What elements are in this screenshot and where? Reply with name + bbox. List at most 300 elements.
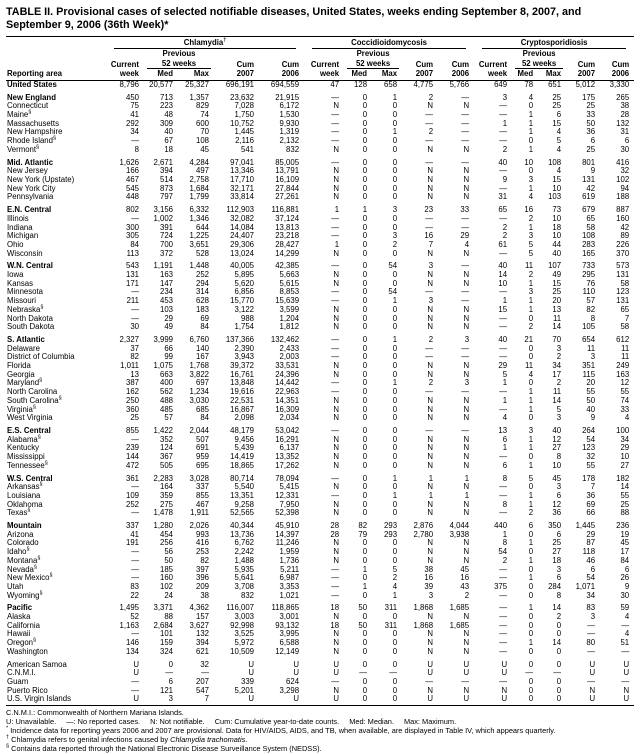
value-cell-chlamydia-current-week: 13 [130,369,139,379]
value-cell-coccidioidomycosis-current-week: — [331,287,340,297]
value-cell-cryptosporidiosis-med: 0 [528,581,534,591]
reporting-area-label: Ohio [7,239,24,249]
value-cell-cryptosporidiosis-cum-2006: 265 [616,92,630,102]
reporting-area-label: E.N. Central [7,205,52,215]
footnote-marker: § [52,135,57,142]
value-cell-cryptosporidiosis-current-week: — [499,183,508,193]
value-cell-coccidioidomycosis-med: 0 [362,694,368,704]
value-cell-coccidioidomycosis-current-week: — [331,334,340,344]
value-cell-chlamydia-cum-2007: 18,865 [230,460,254,470]
value-cell-cryptosporidiosis-cum-2006: 26 [620,573,630,583]
reporting-area-label: New Mexico§ [7,572,53,583]
value-cell-cryptosporidiosis-cum-2007: 80 [586,638,596,648]
value-cell-coccidioidomycosis-current-week: — [331,378,340,388]
reporting-area-label: Washington [7,646,48,656]
value-cell-cryptosporidiosis-cum-2006: 6 [624,136,630,146]
value-cell-cryptosporidiosis-cum-2007: 295 [582,270,596,280]
value-cell-coccidioidomycosis-cum-2007: — [425,136,434,146]
value-cell-coccidioidomycosis-cum-2006: U [463,668,470,678]
value-cell-coccidioidomycosis-med: 0 [362,239,368,249]
table-row-american-samoa [6,657,634,670]
value-cell-coccidioidomycosis-current-week: N [333,460,340,470]
value-cell-chlamydia-cum-2006: 5,211 [280,564,300,574]
value-cell-coccidioidomycosis-med: 0 [362,334,368,344]
value-cell-chlamydia-max: 3,822 [189,369,209,379]
table-row-colorado [6,539,634,548]
value-cell-chlamydia-max: 600 [195,118,209,128]
value-cell-cryptosporidiosis-cum-2006: 612 [616,334,630,344]
value-cell-coccidioidomycosis-cum-2006: N [463,395,470,405]
value-cell-chlamydia-max: 45 [200,144,209,154]
value-cell-cryptosporidiosis-cum-2006: 370 [616,248,630,258]
value-cell-chlamydia-cum-2007: 13,736 [230,529,254,539]
value-cell-cryptosporidiosis-med: 5 [528,239,534,249]
value-cell-coccidioidomycosis-cum-2007: N [427,313,434,323]
value-cell-coccidioidomycosis-max: 0 [392,192,398,202]
reporting-area-label: Georgia [7,369,35,379]
value-cell-cryptosporidiosis-current-week: 649 [494,79,508,89]
value-cell-coccidioidomycosis-current-week: — [331,213,340,223]
value-cell-cryptosporidiosis-max: 45 [552,473,562,483]
value-cell-cryptosporidiosis-max: 0 [556,620,562,630]
value-cell-coccidioidomycosis-med: 0 [362,685,368,695]
value-cell-coccidioidomycosis-cum-2006: N [463,369,470,379]
value-cell-coccidioidomycosis-cum-2006: N [463,555,470,565]
value-cell-cryptosporidiosis-current-week: 14 [498,270,508,280]
value-cell-chlamydia-current-week: — [131,676,139,686]
value-cell-coccidioidomycosis-cum-2006: N [463,175,470,184]
value-cell-cryptosporidiosis-cum-2007: 6 [590,564,596,574]
value-cell-cryptosporidiosis-cum-2007: 7 [590,482,596,492]
value-cell-chlamydia-current-week: 1,163 [119,620,139,630]
table-row-new-hampshire [6,128,634,137]
value-cell-coccidioidomycosis-med: 50 [358,603,368,613]
value-cell-coccidioidomycosis-max: 293 [384,521,398,531]
value-cell-coccidioidomycosis-cum-2007: N [427,555,434,565]
value-cell-chlamydia-med: 57 [164,413,173,423]
value-cell-cryptosporidiosis-cum-2007: 82 [586,304,596,314]
value-cell-coccidioidomycosis-cum-2007: — [425,157,434,167]
value-cell-coccidioidomycosis-current-week: 1 [334,205,340,215]
value-cell-chlamydia-max: 691 [195,443,209,453]
footnote-marker: § [28,109,32,116]
value-cell-chlamydia-cum-2007: 23,632 [230,92,254,102]
value-cell-coccidioidomycosis-med: 0 [362,118,368,128]
value-cell-cryptosporidiosis-cum-2007: 36 [586,490,596,500]
footnote-italic-text: Chlamydia trachomatis [170,735,246,745]
value-cell-coccidioidomycosis-current-week: N [333,101,340,111]
value-cell-cryptosporidiosis-cum-2007: 8 [590,313,596,323]
value-cell-cryptosporidiosis-cum-2006: 11 [621,352,630,362]
value-cell-cryptosporidiosis-med: 0 [528,612,534,622]
value-cell-cryptosporidiosis-cum-2007: 264 [582,425,596,435]
header-spacer [6,59,106,70]
footnote-marker: § [39,377,43,384]
value-cell-coccidioidomycosis-med: 0 [362,92,368,102]
value-cell-coccidioidomycosis-med: 0 [362,183,368,193]
value-cell-chlamydia-cum-2006: 1,204 [279,313,300,323]
value-cell-chlamydia-max: — [201,668,209,678]
value-cell-chlamydia-current-week: 250 [125,395,139,405]
value-cell-chlamydia-max: 337 [195,482,209,492]
reporting-area-label: Florida [7,361,31,371]
value-cell-cryptosporidiosis-max: 108 [548,157,562,167]
value-cell-coccidioidomycosis-med: 0 [362,443,368,453]
value-cell-coccidioidomycosis-max: 0 [392,183,398,193]
value-cell-chlamydia-current-week: 337 [125,521,139,531]
value-cell-coccidioidomycosis-current-week: — [331,296,340,306]
table-row-w-n-central [6,258,634,271]
value-cell-chlamydia-cum-2007: 3,943 [234,352,254,362]
value-cell-coccidioidomycosis-current-week: N [333,443,340,453]
value-cell-cryptosporidiosis-cum-2006: 887 [616,205,630,215]
value-cell-chlamydia-med: 700 [159,239,173,249]
value-cell-chlamydia-max: 294 [195,278,209,288]
value-cell-chlamydia-cum-2007: 1,750 [234,110,254,120]
footnote-marker: § [37,434,41,441]
table-row-louisiana [6,492,634,501]
value-cell-chlamydia-cum-2006: 28,427 [275,239,300,249]
value-cell-cryptosporidiosis-cum-2007: 351 [582,361,596,371]
value-cell-coccidioidomycosis-med: 0 [362,638,368,648]
value-cell-chlamydia-cum-2007: 32,082 [230,213,254,223]
value-cell-chlamydia-cum-2006: 52,398 [275,508,300,518]
table-row-virginia [6,406,634,415]
value-cell-chlamydia-current-week: 144 [125,452,139,462]
value-cell-cryptosporidiosis-max: 14 [552,638,562,648]
value-cell-chlamydia-cum-2007: 2,116 [235,136,254,146]
table-row-s-atlantic [6,332,634,345]
value-cell-cryptosporidiosis-cum-2007: 6 [590,136,596,146]
reporting-area-label: Vermont§ [7,144,40,154]
reporting-area-label: Virginia§ [7,403,36,414]
value-cell-chlamydia-current-week: — [131,555,139,565]
value-cell-chlamydia-med: 102 [159,581,173,591]
reporting-area-label: Kentucky [7,443,40,453]
value-cell-chlamydia-med: 121 [159,685,173,695]
value-cell-chlamydia-med: — [165,668,173,678]
value-cell-coccidioidomycosis-current-week: N [333,248,340,258]
value-cell-chlamydia-current-week: 2,327 [119,334,139,344]
value-cell-coccidioidomycosis-max: 0 [392,322,398,332]
value-cell-coccidioidomycosis-cum-2006: 1,685 [449,620,470,630]
value-cell-chlamydia-max: 467 [195,499,209,509]
value-cell-chlamydia-max: 829 [195,101,209,111]
value-cell-coccidioidomycosis-cum-2006: — [461,110,470,120]
value-cell-chlamydia-current-week: 84 [130,239,139,249]
value-cell-coccidioidomycosis-current-week: N [333,361,340,371]
value-cell-coccidioidomycosis-med: 0 [362,231,368,241]
value-cell-cryptosporidiosis-cum-2007: 679 [582,205,596,215]
value-cell-coccidioidomycosis-med: 0 [362,395,368,405]
value-cell-chlamydia-cum-2007: U [248,659,254,669]
value-cell-chlamydia-cum-2007: 48,179 [230,425,254,435]
value-cell-chlamydia-current-week: 162 [125,387,139,397]
table-row-rhode-island [6,137,634,146]
value-cell-chlamydia-current-week: U [133,694,139,704]
value-cell-chlamydia-cum-2007: 832 [240,590,254,600]
value-cell-cryptosporidiosis-med: 10 [524,157,534,167]
value-cell-cryptosporidiosis-current-week: — [499,248,508,258]
value-cell-coccidioidomycosis-cum-2006: N [463,313,470,323]
value-cell-chlamydia-cum-2006: 2,034 [279,413,300,423]
value-cell-chlamydia-med: 6 [168,676,173,686]
value-cell-cryptosporidiosis-cum-2007: U [589,659,596,669]
table-row-nebraska [6,306,634,315]
value-cell-coccidioidomycosis-med: 0 [362,287,368,297]
value-cell-chlamydia-med: 163 [159,270,173,280]
table-row-montana [6,557,634,566]
value-cell-coccidioidomycosis-cum-2006: N [463,404,470,414]
value-cell-cryptosporidiosis-cum-2006: 55 [620,387,630,397]
value-cell-coccidioidomycosis-current-week: N [333,547,340,557]
value-cell-cryptosporidiosis-cum-2007: 283 [582,239,596,249]
value-cell-cryptosporidiosis-med: 1 [528,387,534,397]
value-cell-coccidioidomycosis-cum-2007: N [427,538,434,548]
table-row-new-jersey [6,167,634,176]
reporting-area-label: Arizona [7,529,34,539]
value-cell-cryptosporidiosis-cum-2006: 58 [620,322,630,332]
value-cell-chlamydia-max: 314 [195,287,209,297]
value-cell-chlamydia-cum-2006: 6,987 [279,573,300,583]
value-cell-coccidioidomycosis-cum-2006: N [463,413,470,423]
value-cell-coccidioidomycosis-cum-2007: N [427,685,434,695]
value-cell-chlamydia-current-week: 131 [125,270,139,280]
value-cell-chlamydia-max: 547 [195,685,209,695]
value-cell-cryptosporidiosis-current-week: — [499,638,508,648]
value-cell-coccidioidomycosis-cum-2006: N [463,646,470,656]
value-cell-chlamydia-current-week: 361 [125,473,139,483]
value-cell-chlamydia-max: 1,911 [190,508,209,518]
value-cell-chlamydia-med: 48 [164,110,173,120]
table-row-wyoming [6,592,634,601]
value-cell-chlamydia-current-week: 22 [130,590,139,600]
value-cell-chlamydia-cum-2007: 40,344 [230,521,254,531]
value-cell-coccidioidomycosis-cum-2007: 16 [424,231,434,241]
value-cell-chlamydia-cum-2007: 14,084 [230,222,254,232]
value-cell-cryptosporidiosis-cum-2007: 66 [586,508,596,518]
value-cell-chlamydia-current-week: 252 [125,499,139,509]
value-cell-cryptosporidiosis-med: 1 [528,404,534,414]
value-cell-cryptosporidiosis-cum-2007: 65 [586,213,596,223]
value-cell-coccidioidomycosis-current-week: — [331,231,340,241]
value-cell-chlamydia-cum-2006: 1,021 [279,590,300,600]
value-cell-chlamydia-cum-2007: 5,935 [234,564,254,574]
value-cell-chlamydia-cum-2006: 1,736 [279,555,300,565]
value-cell-coccidioidomycosis-current-week: 1 [334,239,340,249]
table-row-w-s-central [6,471,634,484]
value-cell-cryptosporidiosis-current-week: 8 [502,499,508,509]
value-cell-chlamydia-cum-2007: 2,390 [234,343,254,353]
value-cell-cryptosporidiosis-cum-2006: 38 [620,101,630,111]
value-cell-coccidioidomycosis-med: 0 [362,361,368,371]
value-cell-coccidioidomycosis-med: 0 [362,387,368,397]
value-cell-chlamydia-med: 324 [159,646,173,656]
value-cell-chlamydia-current-week: — [131,573,139,583]
value-cell-coccidioidomycosis-cum-2007: — [425,343,434,353]
value-cell-cryptosporidiosis-max: 3 [556,413,562,423]
value-cell-coccidioidomycosis-cum-2006: N [463,304,470,314]
value-cell-cryptosporidiosis-med: 6 [528,521,534,531]
value-cell-coccidioidomycosis-med: 82 [358,521,368,531]
value-cell-cryptosporidiosis-current-week: — [499,387,508,397]
value-cell-coccidioidomycosis-current-week: N [333,638,340,648]
table-row-new-mexico [6,574,634,583]
value-cell-cryptosporidiosis-max: 40 [552,248,562,258]
value-cell-coccidioidomycosis-cum-2007: 1 [428,490,434,500]
value-cell-cryptosporidiosis-cum-2006: 3,330 [609,79,630,89]
value-cell-chlamydia-med: 1,280 [153,521,173,531]
value-cell-chlamydia-max: 507 [195,434,209,444]
value-cell-cryptosporidiosis-cum-2006: N [623,685,630,695]
table-row-oregon [6,639,634,648]
reporting-area-label: Alabama§ [7,434,41,444]
value-cell-chlamydia-cum-2006: 6,172 [279,101,300,111]
value-cell-chlamydia-med: 3,371 [153,603,173,613]
value-cell-coccidioidomycosis-max: 0 [392,248,398,258]
value-cell-cryptosporidiosis-current-week: 1 [502,296,508,306]
value-cell-cryptosporidiosis-cum-2007: 54 [586,573,596,583]
footnote-marker: § [26,546,30,553]
value-cell-cryptosporidiosis-cum-2007: 1,071 [575,581,596,591]
value-cell-chlamydia-current-week: 8,796 [119,79,139,89]
value-cell-cryptosporidiosis-max: 4 [556,144,562,154]
value-cell-chlamydia-current-week: 109 [125,490,139,500]
value-cell-cryptosporidiosis-max: 13 [552,304,562,314]
value-cell-cryptosporidiosis-current-week: — [499,629,508,639]
value-cell-cryptosporidiosis-cum-2006: 30 [620,590,630,600]
value-cell-cryptosporidiosis-max: 10 [552,213,562,223]
value-cell-chlamydia-cum-2006: 132,462 [270,334,300,344]
value-cell-chlamydia-cum-2007: 40,005 [230,261,254,271]
value-cell-cryptosporidiosis-cum-2007: U [589,668,596,678]
value-cell-coccidioidomycosis-cum-2006: — [461,157,470,167]
reporting-area-label: C.N.M.I. [7,668,36,678]
value-cell-cryptosporidiosis-max: 284 [548,581,562,591]
value-cell-chlamydia-current-week: 855 [125,425,139,435]
value-cell-coccidioidomycosis-med: 0 [362,136,368,146]
value-cell-cryptosporidiosis-max: 6 [556,529,562,539]
value-cell-cryptosporidiosis-med: 1 [528,278,534,288]
value-cell-chlamydia-cum-2007: 541 [240,144,254,154]
value-cell-chlamydia-cum-2006: 6,588 [279,638,300,648]
value-cell-chlamydia-current-week: 467 [125,175,139,184]
value-cell-cryptosporidiosis-cum-2006: 182 [616,473,630,483]
value-cell-chlamydia-max: 25,327 [185,79,209,89]
value-cell-cryptosporidiosis-med: 11 [525,361,534,371]
value-cell-chlamydia-cum-2006: 3,599 [279,304,300,314]
value-cell-coccidioidomycosis-max: 0 [392,425,398,435]
value-cell-cryptosporidiosis-med: 0 [528,452,534,462]
value-cell-chlamydia-cum-2007: 10,509 [230,646,254,656]
value-cell-cryptosporidiosis-cum-2006: 416 [616,157,630,167]
value-cell-cryptosporidiosis-max: 17 [552,369,562,379]
reporting-area-label: Pennsylvania [7,192,54,202]
value-cell-chlamydia-cum-2006: 5,663 [279,270,300,280]
value-cell-cryptosporidiosis-cum-2006: 6 [624,564,630,574]
value-cell-cryptosporidiosis-cum-2006: 249 [616,361,630,371]
column-group-label-chlamydia: Chlamydia† [114,38,296,50]
value-cell-coccidioidomycosis-med: 0 [362,629,368,639]
value-cell-cryptosporidiosis-current-week: 13 [498,425,508,435]
value-cell-chlamydia-cum-2007: 19,616 [230,387,254,397]
value-cell-chlamydia-max: 993 [195,529,209,539]
value-cell-coccidioidomycosis-med: 0 [362,573,368,583]
value-cell-chlamydia-cum-2007: 5,540 [234,482,254,492]
value-cell-cryptosporidiosis-current-week: 40 [498,334,508,344]
value-cell-cryptosporidiosis-cum-2006: 131 [616,296,630,306]
value-cell-coccidioidomycosis-current-week: N [333,499,340,509]
value-cell-coccidioidomycosis-med: 0 [362,499,368,509]
value-cell-chlamydia-med: 352 [159,434,173,444]
value-cell-cryptosporidiosis-cum-2006: 160 [616,213,630,223]
reporting-area-label: Puerto Rico [7,685,48,695]
value-cell-cryptosporidiosis-max: 15 [552,278,562,288]
table-row-vermont [6,146,634,155]
value-cell-chlamydia-current-week: 30 [130,322,139,332]
value-cell-cryptosporidiosis-cum-2006: 4 [624,629,630,639]
table-row-maine [6,111,634,120]
value-cell-coccidioidomycosis-med: 0 [362,473,368,483]
value-cell-cryptosporidiosis-max: 3 [556,343,562,353]
value-cell-coccidioidomycosis-max: 0 [392,144,398,154]
value-cell-coccidioidomycosis-cum-2006: N [463,452,470,462]
value-cell-cryptosporidiosis-cum-2006: 17 [620,547,630,557]
table-row-guam [6,678,634,687]
reporting-area-label: Texas§ [7,507,31,518]
value-cell-coccidioidomycosis-cum-2006: — [461,425,470,435]
value-cell-cryptosporidiosis-med: 1 [528,127,534,137]
header-spacer [566,49,600,59]
value-cell-cryptosporidiosis-cum-2006: U [623,694,630,704]
value-cell-cryptosporidiosis-med: 3 [528,175,534,184]
value-cell-coccidioidomycosis-cum-2007: N [427,166,434,176]
value-cell-chlamydia-cum-2007: 137,366 [225,334,254,344]
value-cell-coccidioidomycosis-max: 0 [392,629,398,639]
value-cell-chlamydia-current-week: 34 [130,127,139,137]
table-row-pennsylvania [6,193,634,202]
value-cell-coccidioidomycosis-cum-2006: — [461,222,470,232]
value-cell-coccidioidomycosis-current-week: N [333,555,340,565]
value-cell-chlamydia-cum-2006: 8,853 [279,287,300,297]
value-cell-coccidioidomycosis-cum-2006: 29 [460,231,470,241]
value-cell-chlamydia-max: 3,651 [189,239,209,249]
reporting-area-label: Pacific [7,603,33,613]
value-cell-chlamydia-cum-2007: 10,752 [230,118,254,128]
value-cell-coccidioidomycosis-current-week: — [331,92,340,102]
value-cell-coccidioidomycosis-max: 0 [392,101,398,111]
value-cell-chlamydia-cum-2007: 3,525 [234,629,254,639]
value-cell-coccidioidomycosis-cum-2006: — [461,287,470,297]
value-cell-chlamydia-cum-2007: 92,998 [230,620,254,630]
value-cell-cryptosporidiosis-med: 16 [524,205,534,215]
value-cell-cryptosporidiosis-current-week: 6 [502,460,508,470]
value-cell-cryptosporidiosis-cum-2007: 34 [586,590,596,600]
value-cell-chlamydia-cum-2006: 624 [286,676,300,686]
value-cell-chlamydia-cum-2006: 17,262 [275,460,300,470]
value-cell-cryptosporidiosis-max: 5 [556,136,562,146]
value-cell-coccidioidomycosis-current-week: N [333,646,340,656]
value-cell-chlamydia-current-week: U [133,668,139,678]
value-cell-chlamydia-max: 959 [195,452,209,462]
value-cell-cryptosporidiosis-current-week: 31 [498,192,508,202]
value-cell-chlamydia-current-week: 802 [125,205,139,215]
value-cell-cryptosporidiosis-current-week: U [501,694,508,704]
value-cell-cryptosporidiosis-cum-2007: 11 [587,343,596,353]
value-cell-chlamydia-cum-2006: 1,530 [279,110,300,120]
value-cell-coccidioidomycosis-max: 0 [392,304,398,314]
value-cell-coccidioidomycosis-cum-2007: 3 [428,296,434,306]
